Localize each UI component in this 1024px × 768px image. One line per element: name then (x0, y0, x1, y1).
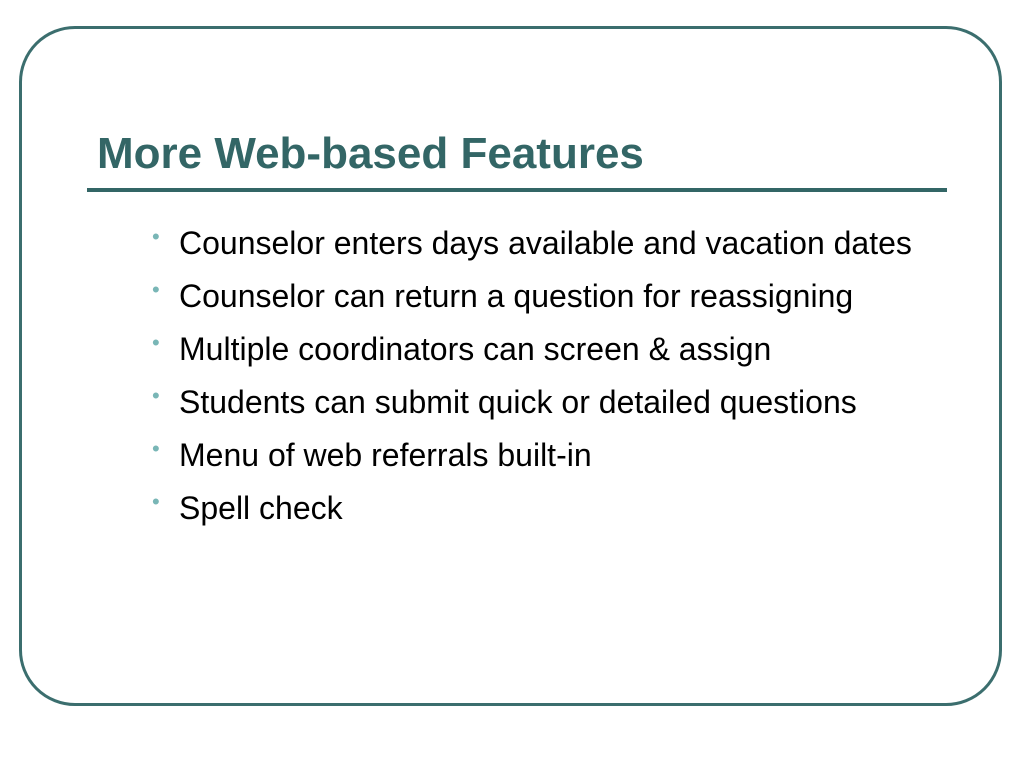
bullet-item (146, 487, 946, 530)
bullet-dot-icon: • (152, 330, 160, 355)
slide-title: More Web-based Features (97, 129, 644, 178)
bullet-item (146, 275, 946, 318)
bullet-dot-icon: • (152, 489, 160, 514)
bullet-item (146, 434, 946, 477)
bullet-text: Menu of web referrals built-in (179, 437, 592, 473)
bullet-text: Multiple coordinators can screen & assign (179, 331, 772, 367)
bullet-dot-icon: • (152, 383, 160, 408)
bullet-list (146, 222, 946, 540)
bullet-item (146, 328, 946, 371)
bullet-text: Counselor enters days available and vacation dates (179, 225, 912, 261)
bullet-item (146, 222, 946, 265)
bullet-dot-icon: • (152, 224, 160, 249)
bullet-text: Counselor can return a question for reassigning (179, 278, 854, 314)
title-underline-divider (87, 188, 947, 192)
bullet-dot-icon: • (152, 277, 160, 302)
bullet-text: Spell check (179, 490, 343, 526)
bullet-text: Students can submit quick or detailed questions (179, 384, 857, 420)
bullet-item (146, 381, 946, 424)
bullet-dot-icon: • (152, 436, 160, 461)
